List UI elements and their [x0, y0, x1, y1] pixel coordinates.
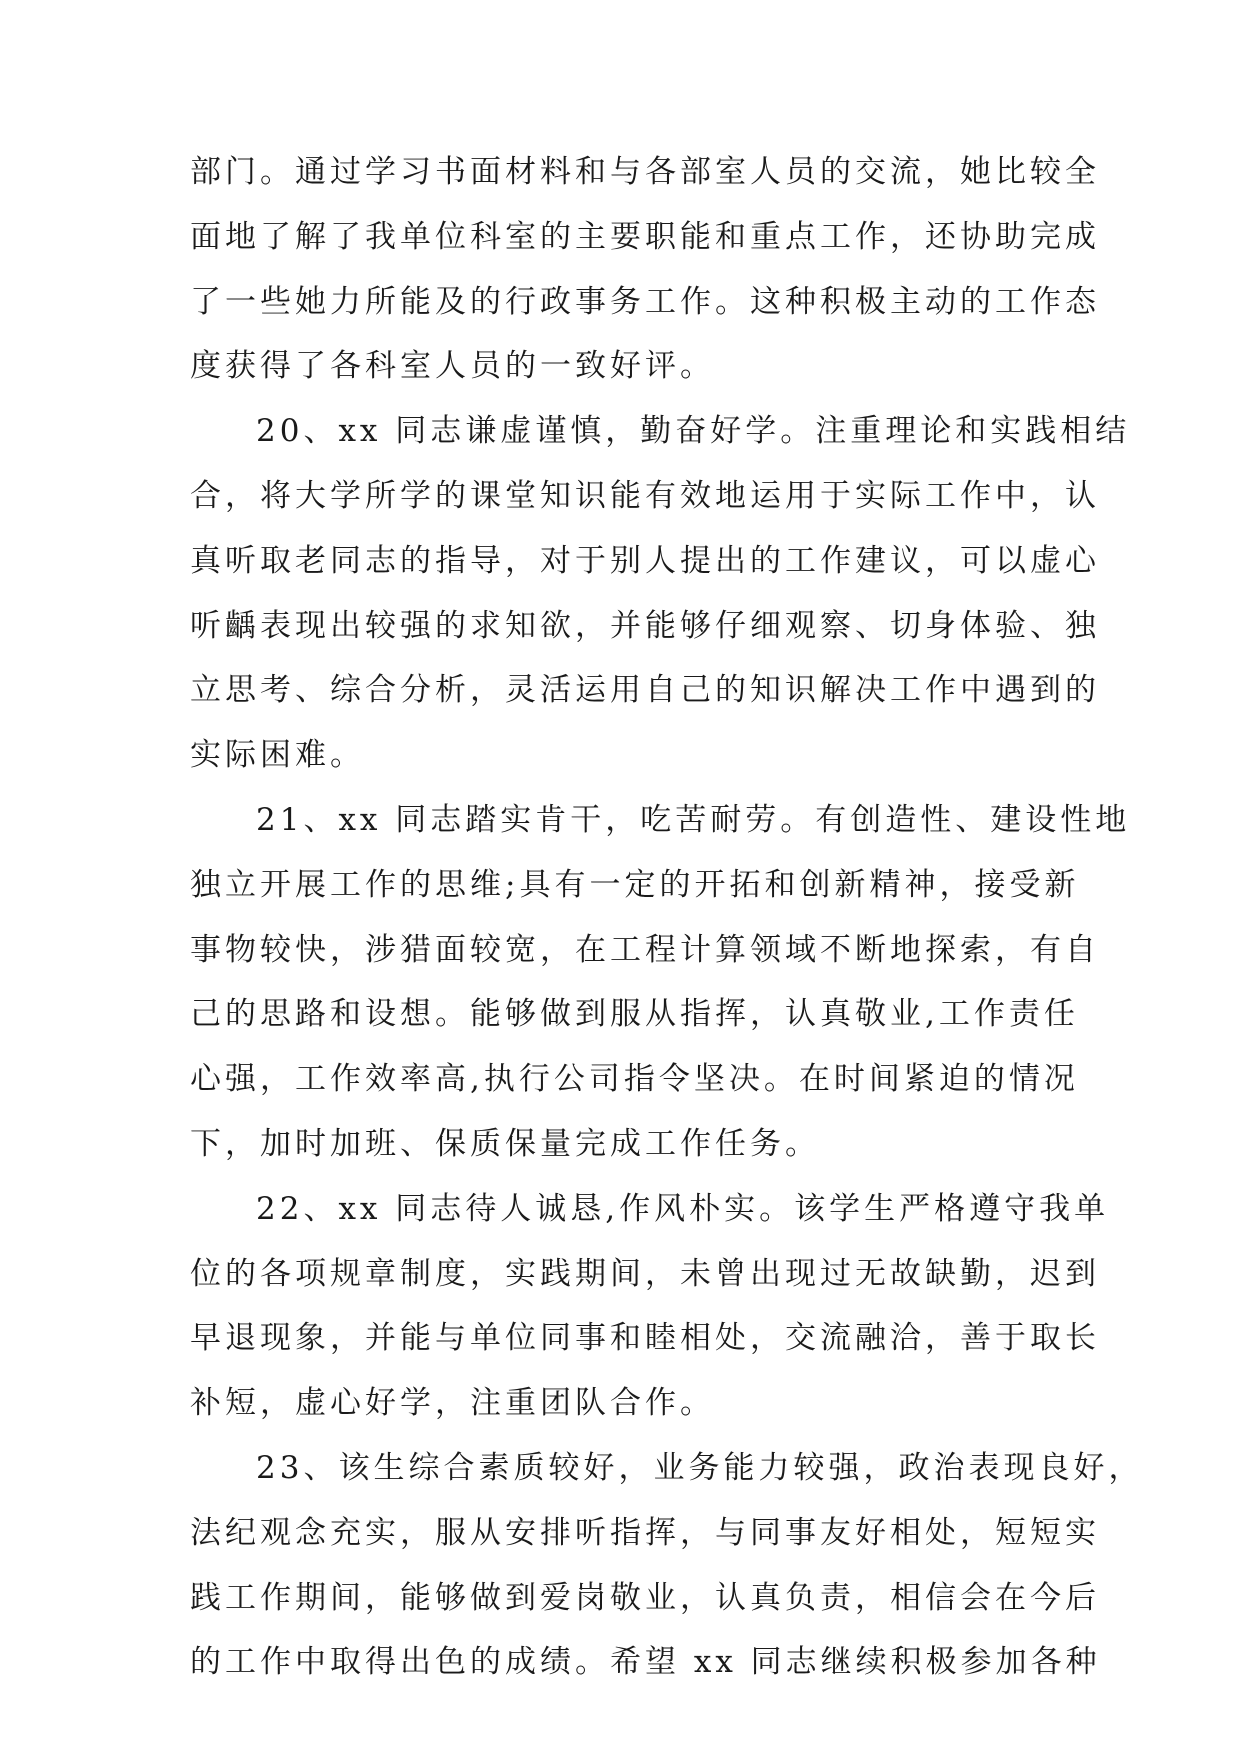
text-line: 真听取老同志的指导，对于别人提出的工作建议，可以虚心 [190, 542, 1100, 579]
paragraph-21-first-line: 21、xx 同志踏实肯干，吃苦耐劳。有创造性、建设性地 [256, 801, 1131, 838]
text-line: 心强，工作效率高,执行公司指令坚决。在时间紧迫的情况 [190, 1061, 1079, 1098]
text-line: 早退现象，并能与单位同事和睦相处，交流融洽，善于取长 [190, 1320, 1100, 1357]
text-line: 合，将大学所学的课堂知识能有效地运用于实际工作中，认 [190, 477, 1100, 514]
text-line: 事物较快，涉猎面较宽，在工程计算领域不断地探索，有自 [190, 931, 1100, 968]
text-line: 的工作中取得出色的成绩。希望 xx 同志继续积极参加各种 [190, 1644, 1101, 1681]
text-line: 实际困难。 [190, 737, 365, 774]
text-line: 法纪观念充实，服从安排听指挥，与同事友好相处，短短实 [190, 1514, 1100, 1551]
text-line: 独立开展工作的思维;具有一定的开拓和创新精神，接受新 [190, 866, 1080, 903]
body-text [190, 140, 1144, 1695]
paragraph-23-first-line: 23、该生综合素质较好，业务能力较强，政治表现良好， [256, 1449, 1144, 1486]
text-line: 下，加时加班、保质保量完成工作任务。 [190, 1125, 820, 1162]
text-line: 己的思路和设想。能够做到服从指挥，认真敬业,工作责任 [190, 996, 1079, 1033]
text-line: 听齲表现出较强的求知欲，并能够仔细观察、切身体验、独 [190, 607, 1100, 644]
paragraph-22-first-line: 22、xx 同志待人诚恳,作风朴实。该学生严格遵守我单 [256, 1190, 1110, 1227]
text-line: 部门。通过学习书面材料和与各部室人员的交流，她比较全 [190, 154, 1100, 190]
text-line: 补短，虚心好学，注重团队合作。 [190, 1385, 715, 1422]
text-line: 面地了解了我单位科室的主要职能和重点工作，还协助完成 [190, 218, 1100, 255]
text-line: 位的各项规章制度，实践期间，未曾出现过无故缺勤，迟到 [190, 1255, 1100, 1292]
text-line: 立思考、综合分析，灵活运用自己的知识解决工作中遇到的 [190, 672, 1100, 709]
text-line: 了一些她力所能及的行政事务工作。这种积极主动的工作态 [190, 283, 1100, 320]
text-line: 践工作期间，能够做到爱岗敬业，认真负责，相信会在今后 [190, 1579, 1100, 1616]
text-line: 度获得了各科室人员的一致好评。 [190, 348, 715, 385]
paragraph-20-first-line: 20、xx 同志谦虚谨慎，勤奋好学。注重理论和实践相结 [256, 413, 1131, 450]
